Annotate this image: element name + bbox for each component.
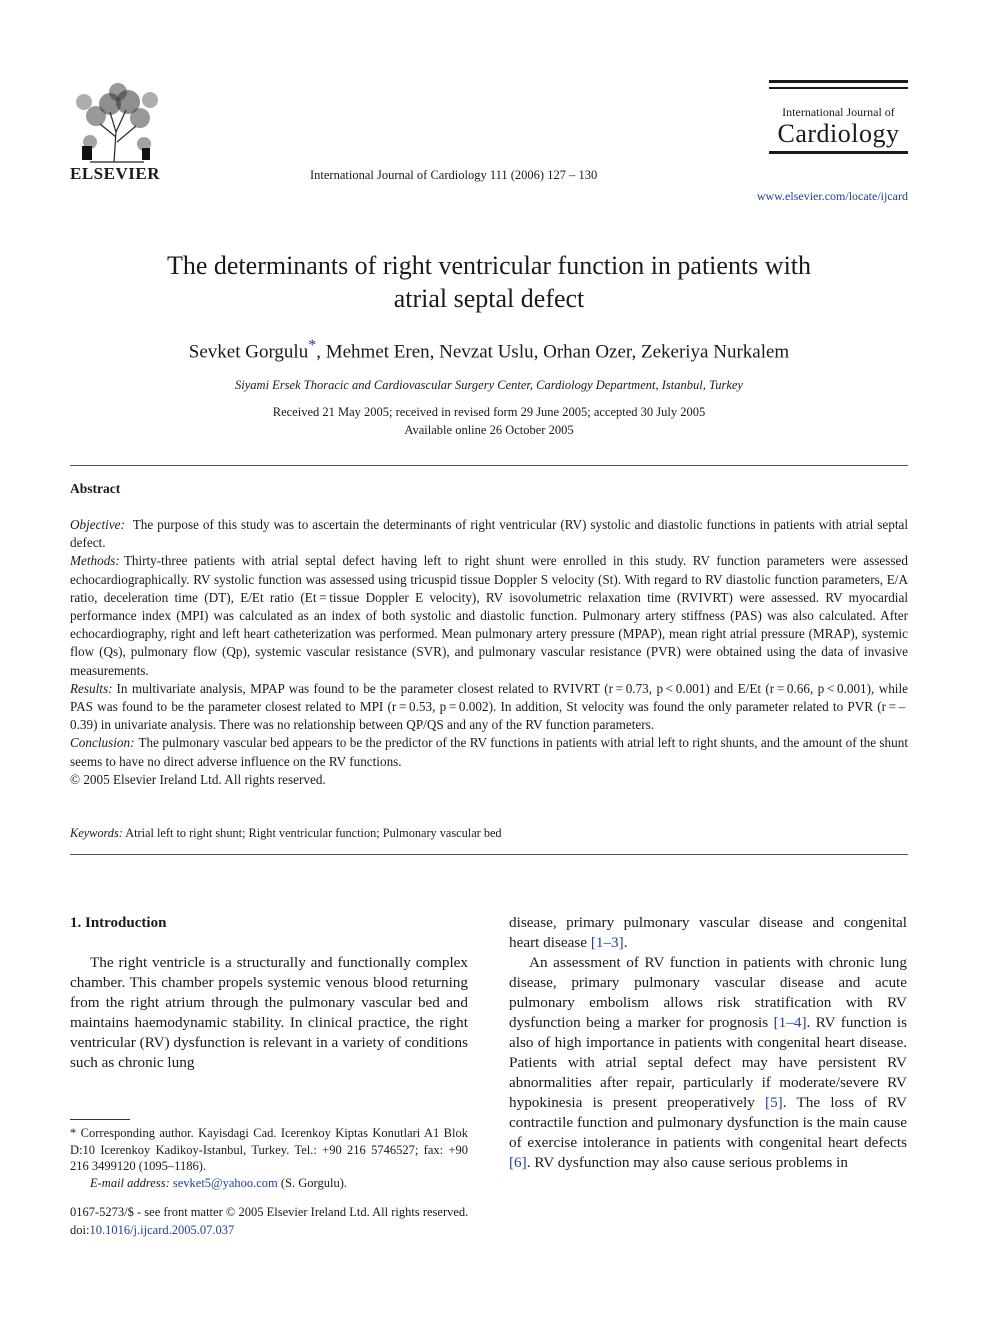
issn-line: 0167-5273/$ - see front matter © 2005 Elsevier Ireland Ltd. All rights reserved. [70,1205,469,1219]
intro-paragraph-2 [509,953,907,1173]
methods-label: Methods: [70,553,120,569]
keywords [70,826,908,841]
para-text: . RV dysfunction may also cause serious problems in [526,1154,848,1171]
doi-link[interactable]: 10.1016/j.ijcard.2005.07.037 [89,1223,235,1237]
journal-name-small: International Journal of [782,104,895,119]
brand-rule-thin [769,87,908,89]
intro-paragraph-continued [509,913,907,953]
email-label: E-mail address: [90,1175,170,1190]
body-left-column [70,913,468,1073]
article-dates [70,403,908,439]
email-suffix: (S. Gorgulu). [277,1175,347,1190]
para-text: disease, primary pulmonary vascular disease and congenital heart disease [509,914,907,951]
doi-line [70,1221,468,1239]
author-list [70,337,908,363]
affiliation: Siyami Ersek Thoracic and Cardiovascular Surgery Center, Cardiology Department, Istanbul, Turkey [235,378,743,392]
para-text: An assessment of RV function in patients with chronic lung disease, primary pulmonary vascular disease and acute pulmonary embolism allows risk stratification with RV dysfunction being a marker for prognosis [509,954,907,1031]
front-matter [70,1203,468,1239]
corresponding-author-mark[interactable]: * [308,337,317,354]
available-online: Available online 26 October 2005 [404,423,574,437]
tree-icon [70,82,162,164]
title-line-2: atrial septal defect [393,284,585,313]
brand-rule-top [769,80,908,83]
author-first: Sevket Gorgulu [188,341,309,363]
conclusion-text: The pulmonary vascular bed appears to be the predictor of the RV functions in patients with atrial left to right shunts, and the amount of the shunt seems to have no direct adverse influence on the RV functions. [70,735,908,769]
reference-link[interactable]: [1–3] [590,934,624,951]
para-text: . [623,934,628,951]
article-title [70,249,908,315]
publisher-name: ELSEVIER [70,164,160,183]
brand-rule-bottom [769,151,908,154]
methods-text: Thirty-three patients with atrial septal defect having left to right shunt were enrolled in this study. RV function parameters were assessed echocardiographically. RV systolic function was assessed using tricuspid tissue Doppler S velocity (St). With regard to RV diastolic function parameters, E/A ratio, deceleration time (DT), E/Et ratio (Et = tissue Doppler E velocity), RV isovolumetric relaxation time (RVIVRT) were assessed. RV myocardial performance index (MPI) was calculated as an index of both systolic and diastolic function. Pulmonary artery stiffness (PAS) was also calculated. After echocardiography, right and left heart catheterization was performed. Mean pulmonary artery pressure (MPAP), mean right atrial pressure (MRAP), systemic flow (Qs), pulmonary flow (Qp), systemic vascular resistance (SVR), and pulmonary vascular resistance (PVR) were obtained using the data of invasive measurements. [70,553,908,678]
email-line [70,1175,468,1192]
received-dates: Received 21 May 2005; received in revised form 29 June 2005; accepted 30 July 2005 [272,405,706,419]
abstract-conclusion [70,734,908,770]
section-heading-introduction: 1. Introduction [70,915,167,931]
conclusion-label: Conclusion: [70,735,135,751]
objective-label: Objective: [70,517,125,532]
reference-link[interactable]: [6] [509,1154,527,1171]
results-label: Results: [70,680,113,696]
abstract-copyright: © 2005 Elsevier Ireland Ltd. All rights reserved. [70,771,326,787]
journal-url-link[interactable]: www.elsevier.com/locate/ijcard [756,189,908,203]
abstract-methods [70,552,908,679]
para-text: . RV function is also of high importance in patients with congenital heart disease. Patients with atrial septal defect may have persistent RV abnormalities after repair, particularly if moderate/severe RV hypokinesia is present preoperatively [509,1014,907,1111]
authors-rest: , Mehmet Eren, Nevzat Uslu, Orhan Ozer, Zekeriya Nurkalem [316,341,790,363]
title-line-1: The determinants of right ventricular function in patients with [166,251,812,280]
abstract-objective [70,516,908,552]
objective-text: The purpose of this study was to ascertain the determinants of right ventricular (RV) systolic and diastolic functions in patients with atrial septal defect. [70,517,908,551]
reference-link[interactable]: [1–4] [773,1014,807,1031]
abstract-body [70,516,908,789]
journal-brand [769,80,908,154]
abstract-heading: Abstract [70,481,121,496]
reference-link[interactable]: [5] [765,1094,783,1111]
divider-bottom [70,854,908,855]
email-link[interactable]: sevket5@yahoo.com [172,1175,278,1190]
divider-top [70,465,908,466]
keywords-text: Atrial left to right shunt; Right ventricular function; Pulmonary vascular bed [125,826,502,840]
results-text: In multivariate analysis, MPAP was found to be the parameter closest related to RVIVRT (r = 0.73, p < 0.001) and E/Et (r = 0.66, p < 0.001), while PAS was found to be the parameter closest related to MPI (r = 0.53, p = 0.002). In addition, St velocity was found the only parameter related to PVR (r = – 0.39) in univariate analysis. There was no relationship between QP/QS and any of the RV function parameters. [70,680,908,733]
intro-paragraph-1: The right ventricle is a structurally and functionally complex chamber. This chamber propels systemic venous blood returning from the right atrium through the pulmonary vascular bed and maintains haemodynamic stability. In clinical practice, the right ventricular (RV) dysfunction is relevant in a variety of conditions such as chronic lung [70,954,468,1071]
keywords-label: Keywords: [70,826,123,840]
body-right-column [509,913,907,1173]
abstract-results [70,680,908,735]
footnote [70,1125,468,1191]
journal-citation: International Journal of Cardiology 111 (2006) 127 – 130 [310,168,598,182]
para-text: . The loss of RV contractile function and pulmonary dysfunction is the main cause of exercise intolerance in patients with congenital heart defects [509,1094,907,1151]
corresponding-author-note: * Corresponding author. Kayisdagi Cad. Icerenkoy Kiptas Konutlari A1 Blok D:10 Icerenkoy Kadikoy-Istanbul, Turkey. Tel.: +90 216 5746527; fax: +90 216 3499120 (1095–1186). [70,1126,468,1173]
journal-name-large: Cardiology [777,118,900,148]
footnote-rule [70,1119,130,1120]
doi-label: doi: [70,1223,90,1237]
